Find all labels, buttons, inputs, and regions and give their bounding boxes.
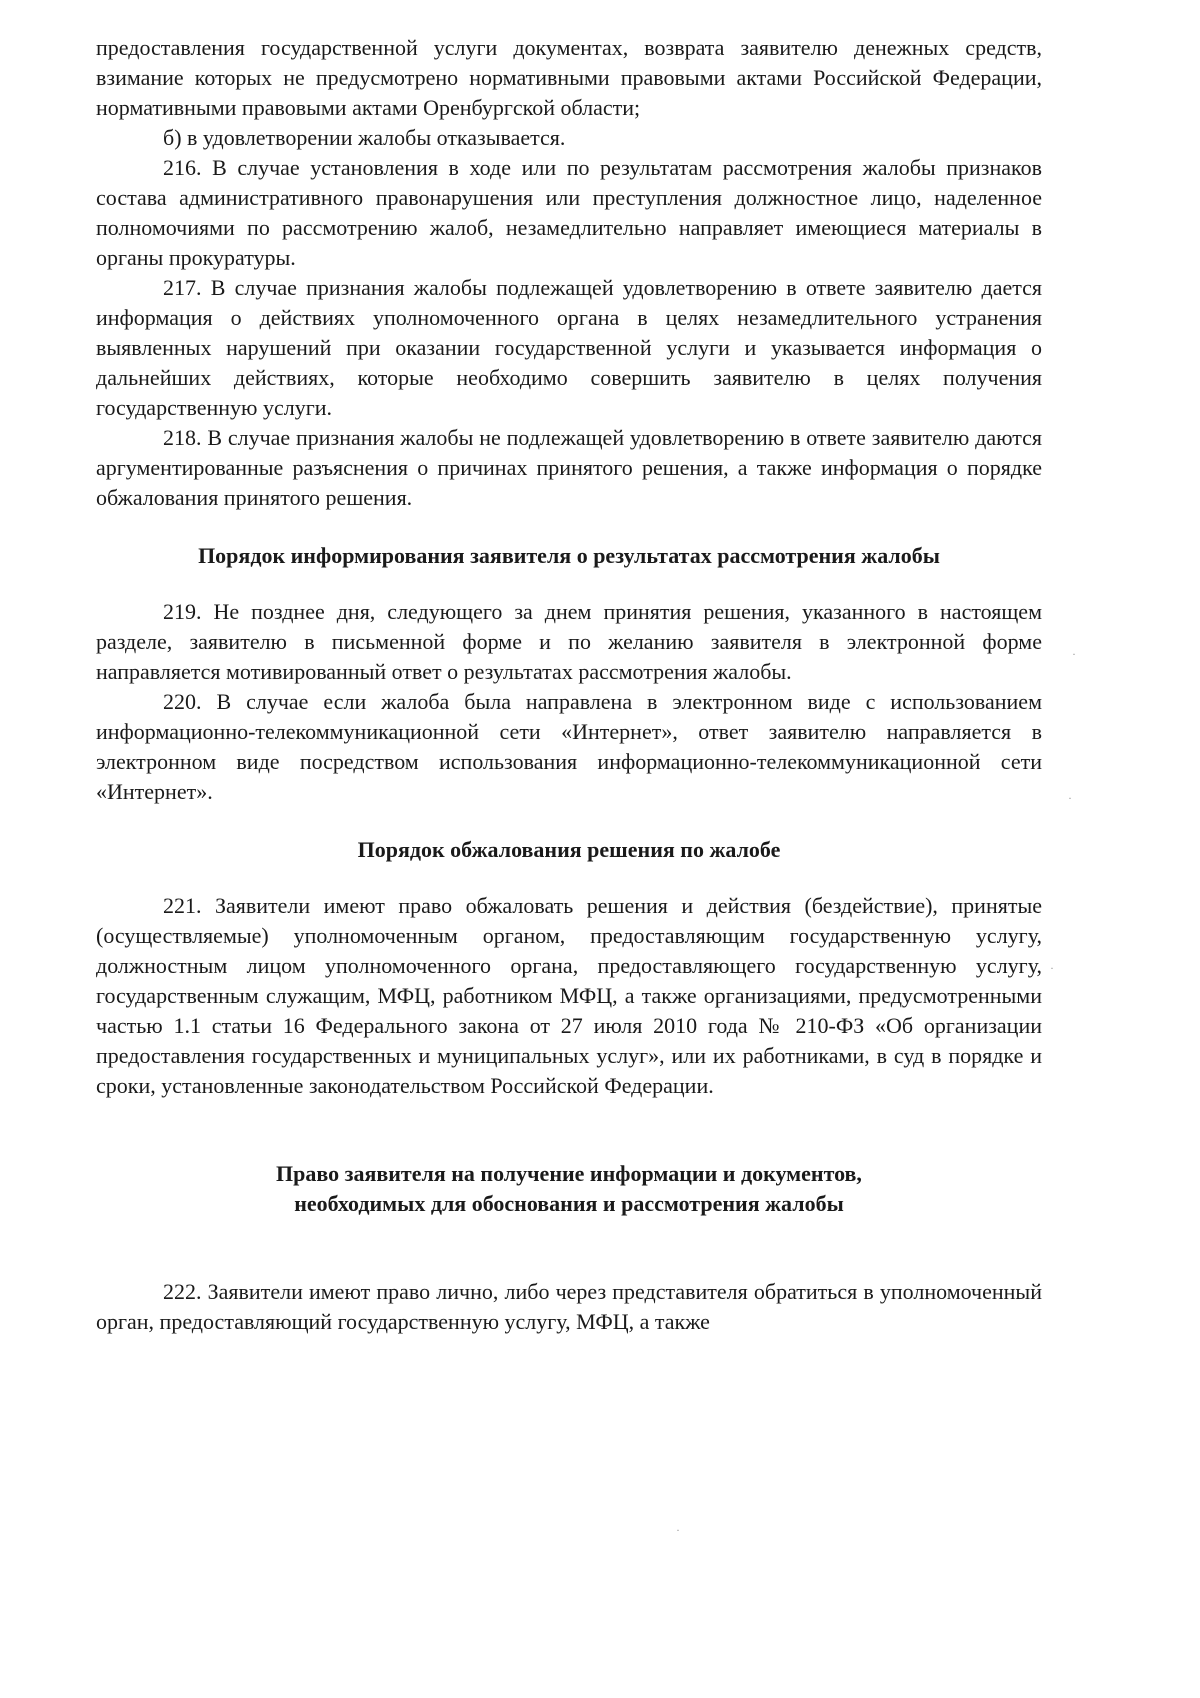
section-heading-appeal: Порядок обжалования решения по жалобе [357,837,781,862]
spacer [96,571,1042,597]
scan-speck: · [676,1523,680,1537]
paragraph-222: 222. Заявители имеют право лично, либо через представителя обратиться в уполномоченный орган, предоставляющий государственную услугу, МФЦ, а также [96,1279,1042,1334]
paragraph-219: 219. Не позднее дня, следующего за днем принятия решения, указанного в настоящем разделе, заявителю в письменной форме и по желанию заявителя в электронной форме направляется мотивированный ответ о результатах рассмотрения жалобы. [96,599,1042,684]
paragraph-217: 217. В случае признания жалобы подлежащей удовлетворению в ответе заявителю дается информация о действиях уполномоченного органа в целях незамедлительного устранения выявленных нарушений при оказании государственной услуги и указывается информация о дальнейших действиях, которые необходимо совершить заявителю в целях получения государственную услуги. [96,275,1042,420]
spacer [96,807,1042,835]
scan-speck: · [1072,647,1076,661]
scan-speck: · [1068,791,1072,805]
heading-line-2: необходимых для обоснования и рассмотрения жалобы [294,1191,844,1216]
paragraph-220: 220. В случае если жалоба была направлена в электронном виде с использованием информационно-телекоммуникационной сети «Интернет», ответ заявителю направляется в электронном виде посредством использования информационно-телекоммуникационной сети «Интернет». [96,689,1042,804]
section-heading-informing: Порядок информирования заявителя о результатах рассмотрения жалобы [198,543,940,568]
document-body [96,33,1042,1337]
paragraph-218: 218. В случае признания жалобы не подлежащей удовлетворению в ответе заявителю даются аргументированные разъяснения о причинах принятого решения, а также информация о порядке обжалования принятого решения. [96,425,1042,510]
paragraph-221: 221. Заявители имеют право обжаловать решения и действия (бездействие), принятые (осуществляемые) уполномоченным органом, предоставляющим государственную услугу, должностным лицом уполномоченного органа, предоставляющего государственную услугу, государственным служащим, МФЦ, работником МФЦ, а также организациями, предусмотренными частью 1.1 статьи 16 Федерального закона от 27 июля 2010 года № 210-ФЗ «Об организации предоставления государственных и муниципальных услуг», или их работниками, в суд в порядке и сроки, установленные законодательством Российской Федерации. [96,893,1042,1098]
spacer [96,513,1042,541]
spacer [96,865,1042,891]
scan-speck: · [1050,961,1054,975]
spacer [96,1101,1042,1159]
paragraph-continuation: предоставления государственной услуги документах, возврата заявителю денежных средств, взимание которых не предусмотрено нормативными правовыми актами Российской Федерации, нормативными правовыми актами Оренбургской области; [96,35,1042,120]
spacer [96,1219,1042,1277]
section-heading-right-to-information [96,1159,1042,1219]
heading-line-1: Право заявителя на получение информации и документов, [276,1161,862,1186]
paragraph-subitem-b: б) в удовлетворении жалобы отказывается. [163,125,566,150]
paragraph-216: 216. В случае установления в ходе или по результатам рассмотрения жалобы признаков состава административного правонарушения или преступления должностное лицо, наделенное полномочиями по рассмотрению жалоб, незамедлительно направляет имеющиеся материалы в органы прокуратуры. [96,155,1042,270]
